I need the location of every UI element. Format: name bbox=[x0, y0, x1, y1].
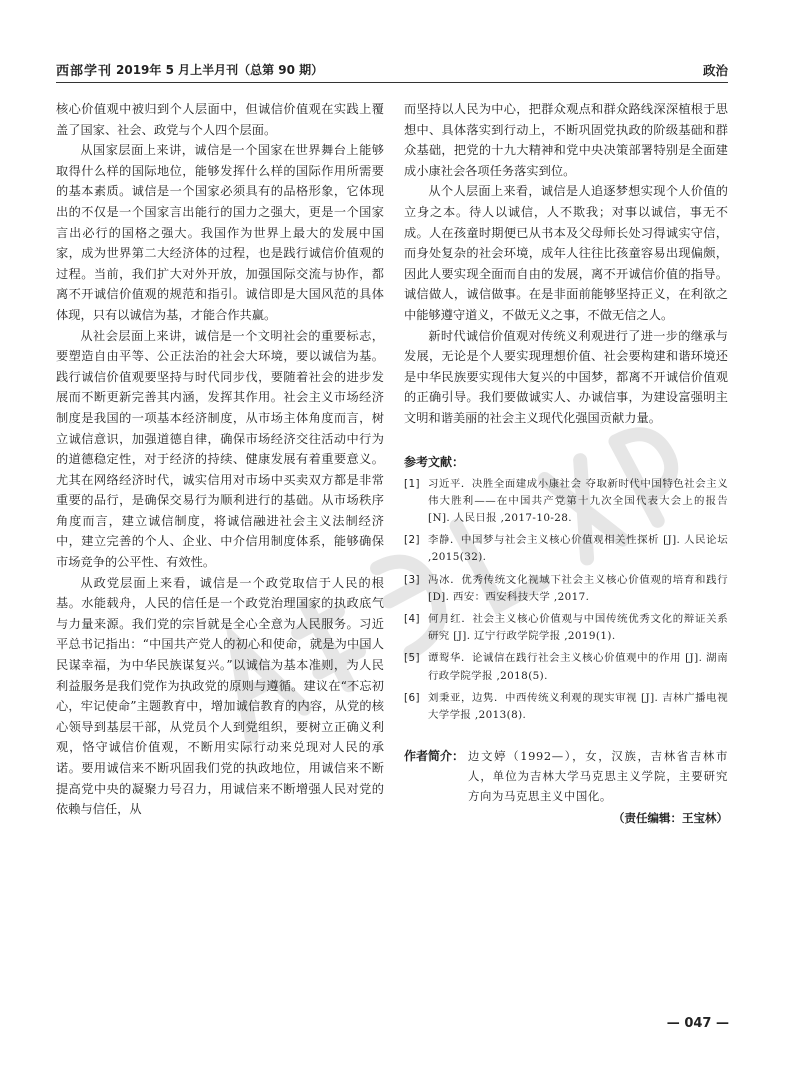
paragraph: 核心价值观中被归到个人层面中，但诚信价值观在实践上覆盖了国家、社会、政党与个人四个层面。 bbox=[56, 102, 384, 137]
references-list bbox=[404, 476, 728, 725]
author-label: 作者简介： bbox=[404, 749, 465, 764]
author-bio bbox=[404, 746, 728, 806]
paragraph: 新时代诚信价值观对传统义利观进行了进一步的继承与发展，无论是个人要实现理想价值、社会要构建和谐环境还是中华民族要实现伟大复兴的中国梦，都离不开诚信价值观的正确引导。我们要做诚实人、办诚信事，为建设富强明主文明和谐美丽的社会主义现代化强国贡献力量。 bbox=[404, 328, 728, 425]
reference-text: 李静．中国梦与社会主义核心价值观相关性探析 [J]. 人民论坛 ,2015(32). bbox=[428, 534, 728, 564]
reference-item bbox=[404, 650, 728, 684]
journal-logo: 西部学刊 bbox=[56, 64, 113, 79]
reference-text: 刘秉亚，边隽．中西传统义利观的现实审视 [J]. 吉林广播电视大学学报 ,2013(8). bbox=[428, 691, 728, 721]
reference-item bbox=[404, 690, 728, 724]
header-rule bbox=[56, 82, 728, 83]
reference-text: 习近平．决胜全面建成小康社会 夺取新时代中国特色社会主义伟大胜利——在中国共产党第十九次全国代表大会上的报告 [N]. 人民日报 ,2017-10-28. bbox=[428, 477, 728, 524]
issue-info: 2019年 5 月上半月刊（总第 90 期） bbox=[116, 63, 324, 77]
paragraph: 从个人层面上来看，诚信是人追逐梦想实现个人价值的立身之本。待人以诚信，人不欺我；对事以诚信，事无不成。人在孩童时期便已从书本及父母师长处习得诚实守信，而身处复杂的社会环境，成年人往往比孩童容易出现偏颇，因此人要实现全面而自由的发展，离不开诚信价值的指导。诚信做人，诚信做事。在是非面前能够坚持正义，在利欲之中能够遵守道义，不做无义之事，不做无信之人。 bbox=[404, 184, 728, 322]
paragraph: 从社会层面上来讲，诚信是一个文明社会的重要标志，要塑造自由平等、公正法治的社会大环境，要以诚信为基。践行诚信价值观要坚持与时代同步伐，要随着社会的进步发展而不断更新完善其内涵，发挥其作用。社会主义市场经济制度是我国的一项基本经济制度，从市场主体角度而言，树立诚信意识，加强道德自律，确保市场经济交往活动中行为的道德稳定性，对于经济的持续、健康发展有着重要意义。尤其在网络经济时代，诚实信用对市场中买卖双方都是非常重要的品行，是确保交易行为顺利进行的基础。从市场秩序角度而言，建立诚信制度，将诚信融进社会主义法制经济中，建立完善的个人、企业、中介信用制度体系，能够确保市场竞争的公平性、有效性。 bbox=[56, 328, 384, 570]
page-number: — 047 — bbox=[666, 1016, 729, 1031]
reference-number: [5] bbox=[404, 652, 420, 665]
reference-item bbox=[404, 572, 728, 606]
reference-item bbox=[404, 476, 728, 528]
responsible-editor: （责任编辑：王宝林） bbox=[613, 811, 728, 826]
section-title: 政治 bbox=[702, 63, 728, 78]
paragraph: 从国家层面上来讲，诚信是一个国家在世界舞台上能够取得什么样的国际地位，能够发挥什么样的国际作用所需要的基本素质。诚信是一个国家必须具有的品格形象，它体现出的不仅是一个国家言出能行的国力之强大，更是一个国家言出必行的国格之强大。我国作为世界上最大的发展中国家，成为世界第二大经济体的过程，也是践行诚信价值观的过程。当前，我们扩大对外开放，加强国际交流与协作，都离不开诚信价值观的规范和指引。诚信即是大国风范的具体体现，只有以诚信为基，才能合作共赢。 bbox=[56, 143, 384, 322]
reference-number: [2] bbox=[404, 534, 420, 547]
reference-text: 何月红．社会主义核心价值观与中国传统优秀文化的辩证关系研究 [J]. 辽宁行政学院学报 ,2019(1). bbox=[428, 612, 728, 643]
right-column bbox=[404, 99, 728, 826]
reference-item bbox=[404, 532, 728, 566]
running-header bbox=[56, 58, 728, 80]
paragraph: 而坚持以人民为中心，把群众观点和群众路线深深植根于思想中、具体落实到行动上，不断巩固党执政的阶级基础和群众基础，把党的十九大精神和党中央决策部署特别是全面建成小康社会各项任务落实到位。 bbox=[404, 102, 728, 178]
reference-number: [3] bbox=[404, 573, 420, 586]
reference-text: 冯冰．优秀传统文化视域下社会主义核心价值观的培育和践行 [D]. 西安：西安科技大学 ,2017. bbox=[428, 573, 728, 603]
left-column bbox=[56, 99, 384, 820]
reference-text: 谭䴕华．论诚信在践行社会主义核心价值观中的作用 [J]. 湖南行政学院学报 ,2018(5). bbox=[428, 652, 728, 682]
references-heading: 参考文献： bbox=[404, 454, 465, 469]
reference-number: [1] bbox=[404, 477, 420, 490]
reference-item bbox=[404, 611, 728, 645]
author-text: 边文婷（1992—），女，汉族，吉林省吉林市人，单位为吉林大学马克思主义学院，主要研究方向为马克思主义中国化。 bbox=[468, 749, 728, 804]
paragraph: 从政党层面上来看，诚信是一个政党取信于人民的根基。水能载舟，人民的信任是一个政党治理国家的执政底气与力量来源。我们党的宗旨就是全心全意为人民服务。习近平总书记指出：“中国共产党人的初心和使命，就是为中国人民谋幸福，为中华民族谋复兴。”以诚信为基本准则，为人民利益服务是我们党作为执政党的原则与遵循。建议在“不忘初心，牢记使命”主题教育中，增加诚信教育的内容，从党的核心领导到基层干部，从党员个人到党组织，要树立正确义利观，恪守诚信价值观，不断用实际行动来兑现对人民的承诺。要用诚信来不断巩固我们党的执政地位，用诚信来不断提高党中央的凝聚力号召力，用诚信来不断增强人民对党的依赖与信任，从 bbox=[56, 575, 384, 817]
reference-number: [4] bbox=[404, 612, 420, 625]
reference-number: [6] bbox=[404, 691, 420, 704]
